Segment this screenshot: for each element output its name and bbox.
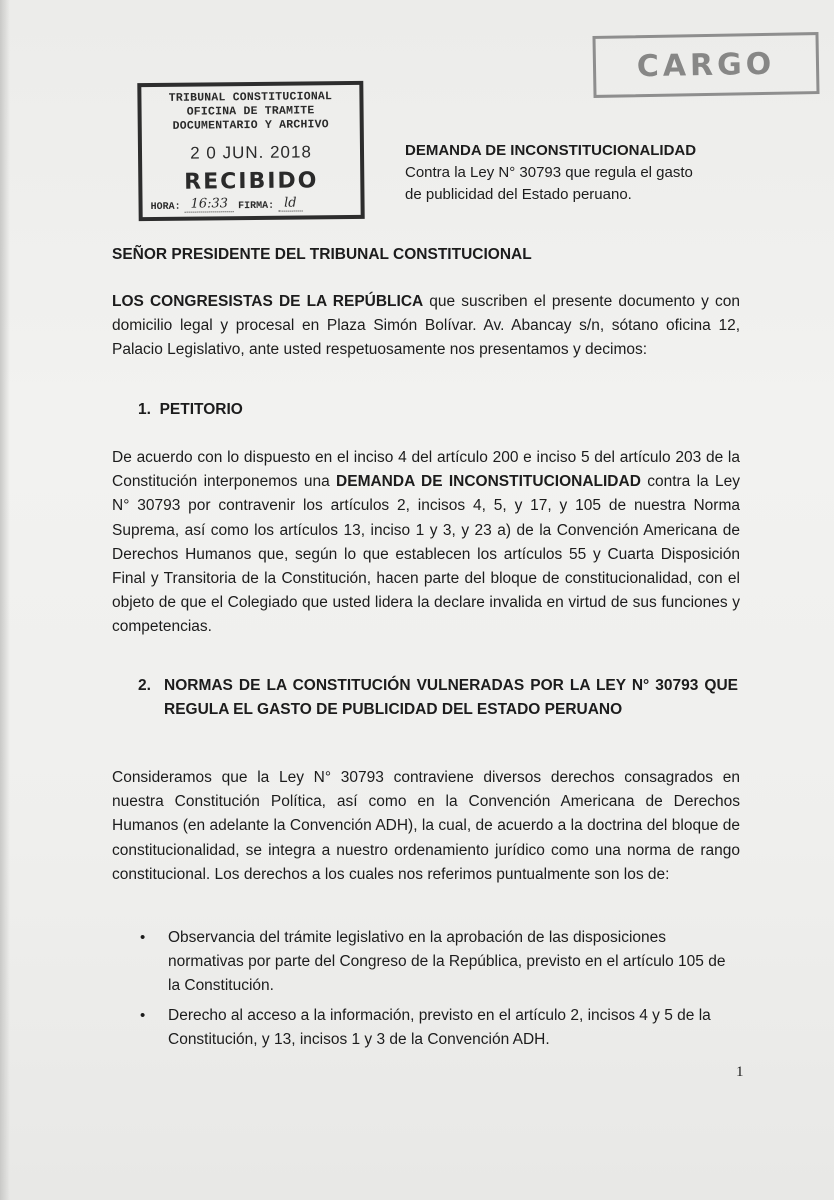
stamp-line-1: TRIBUNAL CONSTITUCIONAL [168,90,333,105]
list-item-text: Derecho al acceso a la información, previsto en el artículo 2, incisos 4 y 5 de la Constitución, y 13, incisos 1 y 3 de la Convención ADH. [168,1007,711,1048]
document-heading [405,140,765,206]
heading-title: DEMANDA DE INCONSTITUCIONALIDAD [405,142,697,159]
list-item-text: Observancia del trámite legislativo en la aprobación de las disposiciones normativas por parte del Congreso de la República, previsto en el artículo 105 de la Constitución. [168,929,726,994]
page-edge-shadow [0,0,10,1200]
petitorio-text-1: De acuerdo con lo dispuesto en el inciso 4 del artículo 200 e inciso 5 del artículo 203 de la Constitución interponemos una [112,449,740,491]
intro-paragraph [112,290,740,363]
page-number: 1 [736,1064,744,1080]
stamp-hora-value: 16:33 [184,196,234,213]
stamp-status: RECIBIDO [184,168,319,195]
list-item [140,926,740,998]
stamp-firma-value: ld [278,195,303,211]
section-1-heading [138,398,243,422]
petitorio-bold: DEMANDA DE INCONSTITUCIONALIDAD [336,473,641,491]
section-1-number: 1. [138,401,151,418]
stamp-firma-label: FIRMA: [238,200,275,213]
stamp-signature-row [150,195,352,213]
stamp-date: 2 0 JUN. 2018 [190,142,312,163]
petitorio-paragraph [112,446,740,640]
petitorio-text-2: contra la Ley N° 30793 por contravenir los artículos 2, incisos 4, 5, y 17, y 105 de nuestra Norma Suprema, así como los artículos 13, inciso 1 y 3, y 23 a) de la Convención Americana de Derechos Humanos que, según lo que establecen los artículos 55 y Cuarta Disposición Final y Transitoria de la Constitución, hacen parte del bloque de constitucionalidad, con el objeto de que el Colegiado que usted lidera la declare invalida en virtud de sus funciones y competencias. [112,473,740,636]
intro-bold: LOS CONGRESISTAS DE LA REPÚBLICA [112,293,424,310]
stamp-line-2: OFICINA DE TRAMITE [186,104,315,119]
cargo-stamp: CARGO [592,32,819,98]
stamp-hora-label: HORA: [150,201,181,214]
heading-subtitle-2: de publicidad del Estado peruano. [405,186,632,203]
section-1-title: PETITORIO [159,401,243,418]
rights-list [140,926,740,1058]
bullet-icon: • [140,1007,146,1024]
reception-stamp [137,81,364,221]
section-2-number: 2. [138,677,151,694]
stamp-line-3: DOCUMENTARIO Y ARCHIVO [172,118,329,133]
heading-subtitle-1: Contra la Ley N° 30793 que regula el gasto [405,164,693,181]
intro-text: que suscriben el presente documento y con domicilio legal y procesal en Plaza Simón Bolívar. Av. Abancay s/n, sótano oficina 12, Palacio Legislativo, ante usted respetuosamente nos presentamos y decimos: [112,293,740,359]
bullet-icon: • [140,929,146,946]
list-item [140,1004,740,1052]
addressee: SEÑOR PRESIDENTE DEL TRIBUNAL CONSTITUCIONAL [112,246,532,263]
consideramos-paragraph: Consideramos que la Ley N° 30793 contraviene diversos derechos consagrados en nuestra Constitución Política, así como en la Convención Americana de Derechos Humanos (en adelante la Convención ADH), la cual, de acuerdo a la doctrina del bloque de constitucionalidad, se integra a nuestro ordenamiento jurídico como una norma de rango constitucional. Los derechos a los cuales nos referimos puntualmente son los de: [112,769,740,883]
section-2-title: NORMAS DE LA CONSTITUCIÓN VULNERADAS POR LA LEY N° 30793 QUE REGULA EL GASTO DE PUBLICIDAD DEL ESTADO PERUANO [164,677,738,719]
section-2-heading [138,674,738,722]
